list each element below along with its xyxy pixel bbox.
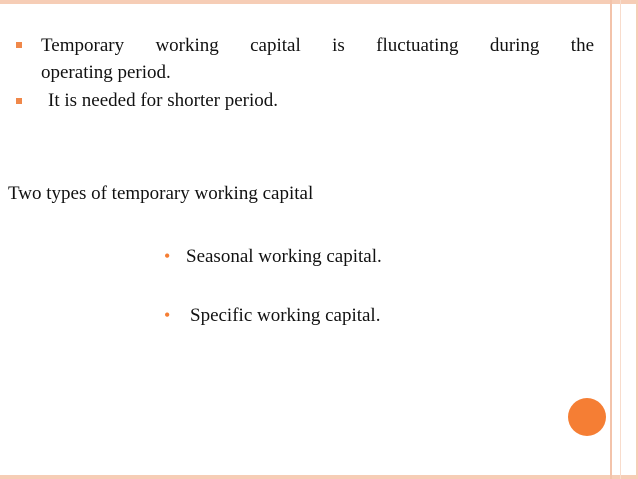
sub-item-seasonal: Seasonal working capital. <box>186 246 382 267</box>
right-border-line <box>620 0 621 479</box>
bottom-border <box>0 475 638 479</box>
bullet-1-line-2: operating period. <box>41 62 171 83</box>
square-bullet-icon <box>16 98 22 104</box>
dot-bullet-icon: • <box>164 246 171 266</box>
section-heading: Two types of temporary working capital <box>8 183 314 204</box>
bullet-2-text: It is needed for shorter period. <box>48 90 279 111</box>
square-bullet-icon <box>16 42 22 48</box>
right-border-inner <box>610 0 612 479</box>
dot-bullet-icon: • <box>164 305 171 325</box>
bullet-1-line-1: Temporary working capital is fluctuating during the <box>41 35 594 56</box>
orange-circle-icon <box>568 398 606 436</box>
sub-item-specific: Specific working capital. <box>190 305 381 326</box>
top-border <box>0 0 638 4</box>
